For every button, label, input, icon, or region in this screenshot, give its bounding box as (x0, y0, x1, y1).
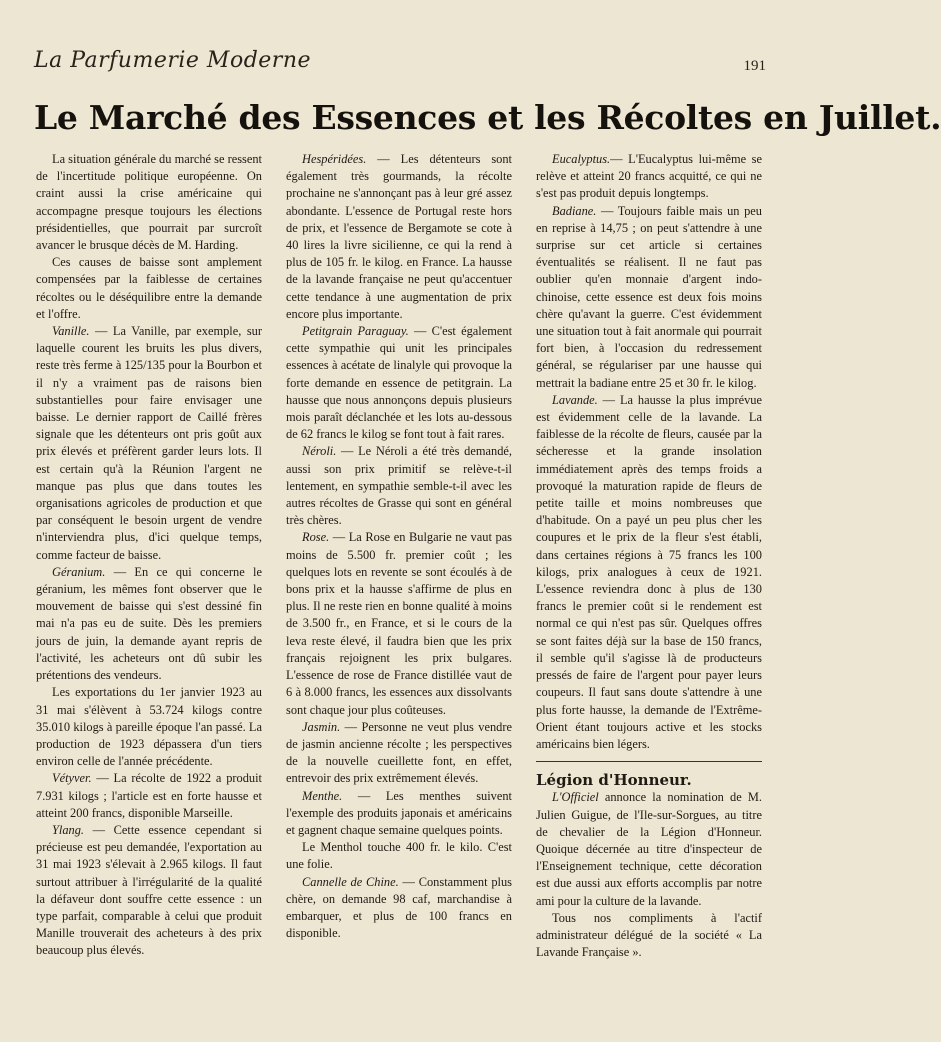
paragraph (36, 684, 262, 770)
paragraph (286, 788, 512, 840)
paragraph-keyword: Néroli. (302, 444, 337, 459)
paragraph-text: Ces causes de baisse sont amplement compensées par la faiblesse de certaines récoltes ou le déséquilibre entre la demande et l'offre. (36, 255, 262, 321)
paragraph-text: Les exportations du 1er janvier 1923 au 31 mai s'élèvent à 53.724 kilogs contre 35.010 kilogs à pareille époque l'an passé. La production de 1923 dépassera d'un tiers environ celle de l'année précédente. (36, 685, 262, 769)
paragraph-text: — Les menthes suivent l'exemple des produits japonais et américains et gagnent chaque semaine quelques points. (286, 788, 512, 837)
paragraph (286, 839, 512, 873)
paragraph-keyword: Géranium. (52, 564, 106, 579)
legion-body (536, 789, 762, 961)
paragraph-text: — Constamment plus chère, on demande 98 caf, marchandise à embarquer, et plus de 100 francs en disponible. (286, 874, 513, 941)
paragraph-text: — La hausse la plus imprévue est évidemment celle de la lavande. La faiblesse de la récolte de fleurs, causée par la sécheresse et la grande insolation immédiatement après des temps froids a provoqué la maturation rapide de fleurs de petite taille et moins nombreuses que d'habitude. On a payé un peu plus cher les coupures et le prix de la fleur s'est établi, dans certaines régions à 75 francs les 100 kilogs, prix analogues à ceux de 1921. L'essence reviendra donc à plus de 130 francs le premier coût si le rendement est normal ce qui n'est pas sûr. Quelques offres se sont faites déjà sur la base de 150 francs, il semble qu'il s'agisse là de producteurs pressés de faire de l'argent pour payer leurs coupeurs. Il faut sans doute s'attendre à une plus forte hausse, la demande de l'Extrême-Orient étant toujours active et les stocks américains bien légers. (536, 392, 762, 751)
paragraph-keyword: L'Officiel (552, 790, 599, 805)
paragraph (536, 203, 762, 392)
paragraph-keyword: Hespéridées. (302, 152, 367, 166)
paragraph-keyword: Rose. (302, 530, 330, 545)
paragraph-keyword: Eucalyptus. (552, 152, 611, 166)
section-divider (536, 761, 762, 762)
paragraph-text: — La récolte de 1922 a produit 7.931 kilogs ; l'article est en forte hausse et atteint 200 francs, disponible Marseille. (36, 771, 262, 820)
paragraph (536, 910, 762, 962)
paragraph-keyword: Vétyver. (52, 771, 92, 786)
paragraph-text: — La Rose en Bulgarie ne vaut pas moins de 5.500 fr. premier coût ; les quelques lots en revente se sont écoulés à de bons prix et la hausse s'affirme de plus en plus. Il ne reste rien en bonne qualité à moins de 3.500 fr., en France, et si le cours de la leva reste élevé, il faudra bien que les prix français rejoignent les prix bulgares. L'essence de rose de France distillée vaut de 6 à 8.000 francs, les essences aux dissolvants sont chaque jour plus coûteuses. (286, 530, 512, 717)
paragraph (36, 770, 262, 822)
paragraph-text: — Les détenteurs sont également très gourmands, la récolte prochaine ne s'annonçant pas à leur gré assez abondante. L'essence de Portugal reste hors de prix, et l'essence de Bergamote se cote à 40 lires la livre sicilienne, ce qui la rend à plus de 105 fr. le kilog. en France. La hausse de la lavande française ne peut qu'accentuer cette tendance à une augmentation de prix encore plus importante. (286, 152, 512, 321)
paragraph (286, 719, 512, 788)
paragraph (286, 323, 512, 443)
paragraph-text: — Le Néroli a été très demandé, aussi son prix primitif se relève-t-il lentement, en sympathie semble-t-il avec les autres récoltes de Grasse qui sont en général très chères. (286, 444, 512, 528)
page-number: 191 (743, 58, 766, 74)
paragraph-keyword: Menthe. (302, 788, 343, 803)
paragraph (36, 254, 262, 323)
paragraph-text: annonce la nomination de M. Julien Guigue, de l'Ile-sur-Sorgues, au titre de chevalier de la Légion d'Honneur. Quoique décernée au titre d'inspecteur de l'Enseignement technique, cette décoration est due aussi aux efforts accomplis par notre ami pour la culture de la lavande. (536, 790, 762, 908)
paragraph-text: Tous nos compliments à l'actif administrateur délégué de la société « La Lavande Française ». (536, 910, 762, 960)
paragraph (286, 529, 512, 718)
paragraph-text: — En ce qui concerne le géranium, les mêmes font observer que le mouvement de baisse qui s'est dessiné fin mai n'a pas eu de suite. Dès les premiers jours de juin, la demande ayant repris de l'activité, les acheteurs ont dû subir les prétentions des vendeurs. (36, 564, 262, 683)
paragraph (36, 151, 262, 254)
paragraph-keyword: Lavande. (552, 392, 598, 407)
paragraph-keyword: Badiane. (552, 203, 597, 218)
paragraph (286, 874, 512, 943)
paragraph-text: — Toujours faible mais un peu en reprise à 14,75 ; on peut s'attendre à une surprise sur cet article si certaines éventualités se réalisent. Il ne faut pas oublier qu'en monnaie d'argent indo-chinoise, cette essence est deux fois moins chère qu'avant la guerre. C'est évidemment une situation tout à fait anormale qui pourrait fort bien, à l'occasion du redressement général, se régulariser par une hausse qui mettrait la badiane entre 25 et 30 fr. le kilog. (536, 203, 762, 390)
paragraph-text: — La Vanille, par exemple, sur laquelle courent les bruits les plus divers, reste très ferme à 125/135 pour la Bourbon et il n'y a vraiment pas de raisons bien substantielles pour faire envisager une baisse. Le dernier rapport de Caillé frères signale que les détenteurs ont pris goût aux prix élevés et préfèrent garder leurs lots. Il est certain qu'à la Réunion l'argent ne manque pas plus que dans toutes les organisations agricoles de production et que par conséquent le besoin urgent de vendre n'interviendra plus, d'ici quelque temps, comme facteur de baisse. (36, 324, 262, 562)
paragraph-text: — Personne ne veut plus vendre de jasmin ancienne récolte ; les perspectives de la nouvelle cueillette font, en effet, entrevoir des prix extrêmement élevés. (286, 719, 512, 786)
paragraph (36, 822, 262, 960)
paragraph (536, 789, 762, 909)
column-3 (536, 151, 762, 961)
paragraph-keyword: Ylang. (52, 822, 85, 837)
paragraph (36, 564, 262, 684)
paragraph-text: — C'est également cette sympathie qui unit les principales essences à acétate de linalyle qui provoque la forte demande en essence de petitgrain. La hausse que nous annonçons depuis plusieurs mois paraît déclanchée et les lots au-dessous de 62 francs le kilog se font tout à fait rares. (286, 324, 513, 442)
article-title: Le Marché des Essences et les Récoltes en Juillet. (34, 98, 941, 137)
paragraph-text: La situation générale du marché se ressent de l'incertitude politique européenne. On craint aussi la crise américaine qui accompagne presque toujours les élections présidentielles, que pourrait par surcroît avancer le brusque décès de M. Harding. (36, 152, 262, 253)
paragraph-text: — L'Eucalyptus lui-même se relève et atteint 20 francs acquitté, ce qui ne s'est pas produit depuis longtemps. (536, 152, 762, 201)
column-1 (36, 151, 262, 960)
paragraph-text: — Cette essence cependant si précieuse est peu demandée, l'exportation au 31 mai 1923 s'élevait à 2.965 kilogs. Il faut surtout attribuer à l'irrégularité de la qualité la défaveur dont souffre cette essence : un type parfait, comparable à celui que produit Manille trouverait des acheteurs à des prix beaucoup plus élevés. (36, 822, 262, 958)
column-3-body (536, 151, 762, 753)
paragraph-keyword: Cannelle de Chine. (302, 874, 399, 889)
paragraph (536, 392, 762, 753)
column-2 (286, 151, 512, 942)
section-heading-legion: Légion d'Honneur. (536, 771, 692, 790)
paragraph (36, 323, 262, 564)
paragraph-keyword: Petitgrain Paraguay. (302, 324, 409, 339)
paragraph-keyword: Jasmin. (302, 719, 341, 734)
paragraph (536, 151, 762, 203)
masthead: La Parfumerie Moderne (34, 48, 312, 73)
paragraph-text: Le Menthol touche 400 fr. le kilo. C'est une folie. (286, 840, 512, 872)
paragraph-keyword: Vanille. (52, 324, 90, 339)
paragraph (286, 151, 512, 323)
paragraph (286, 443, 512, 529)
